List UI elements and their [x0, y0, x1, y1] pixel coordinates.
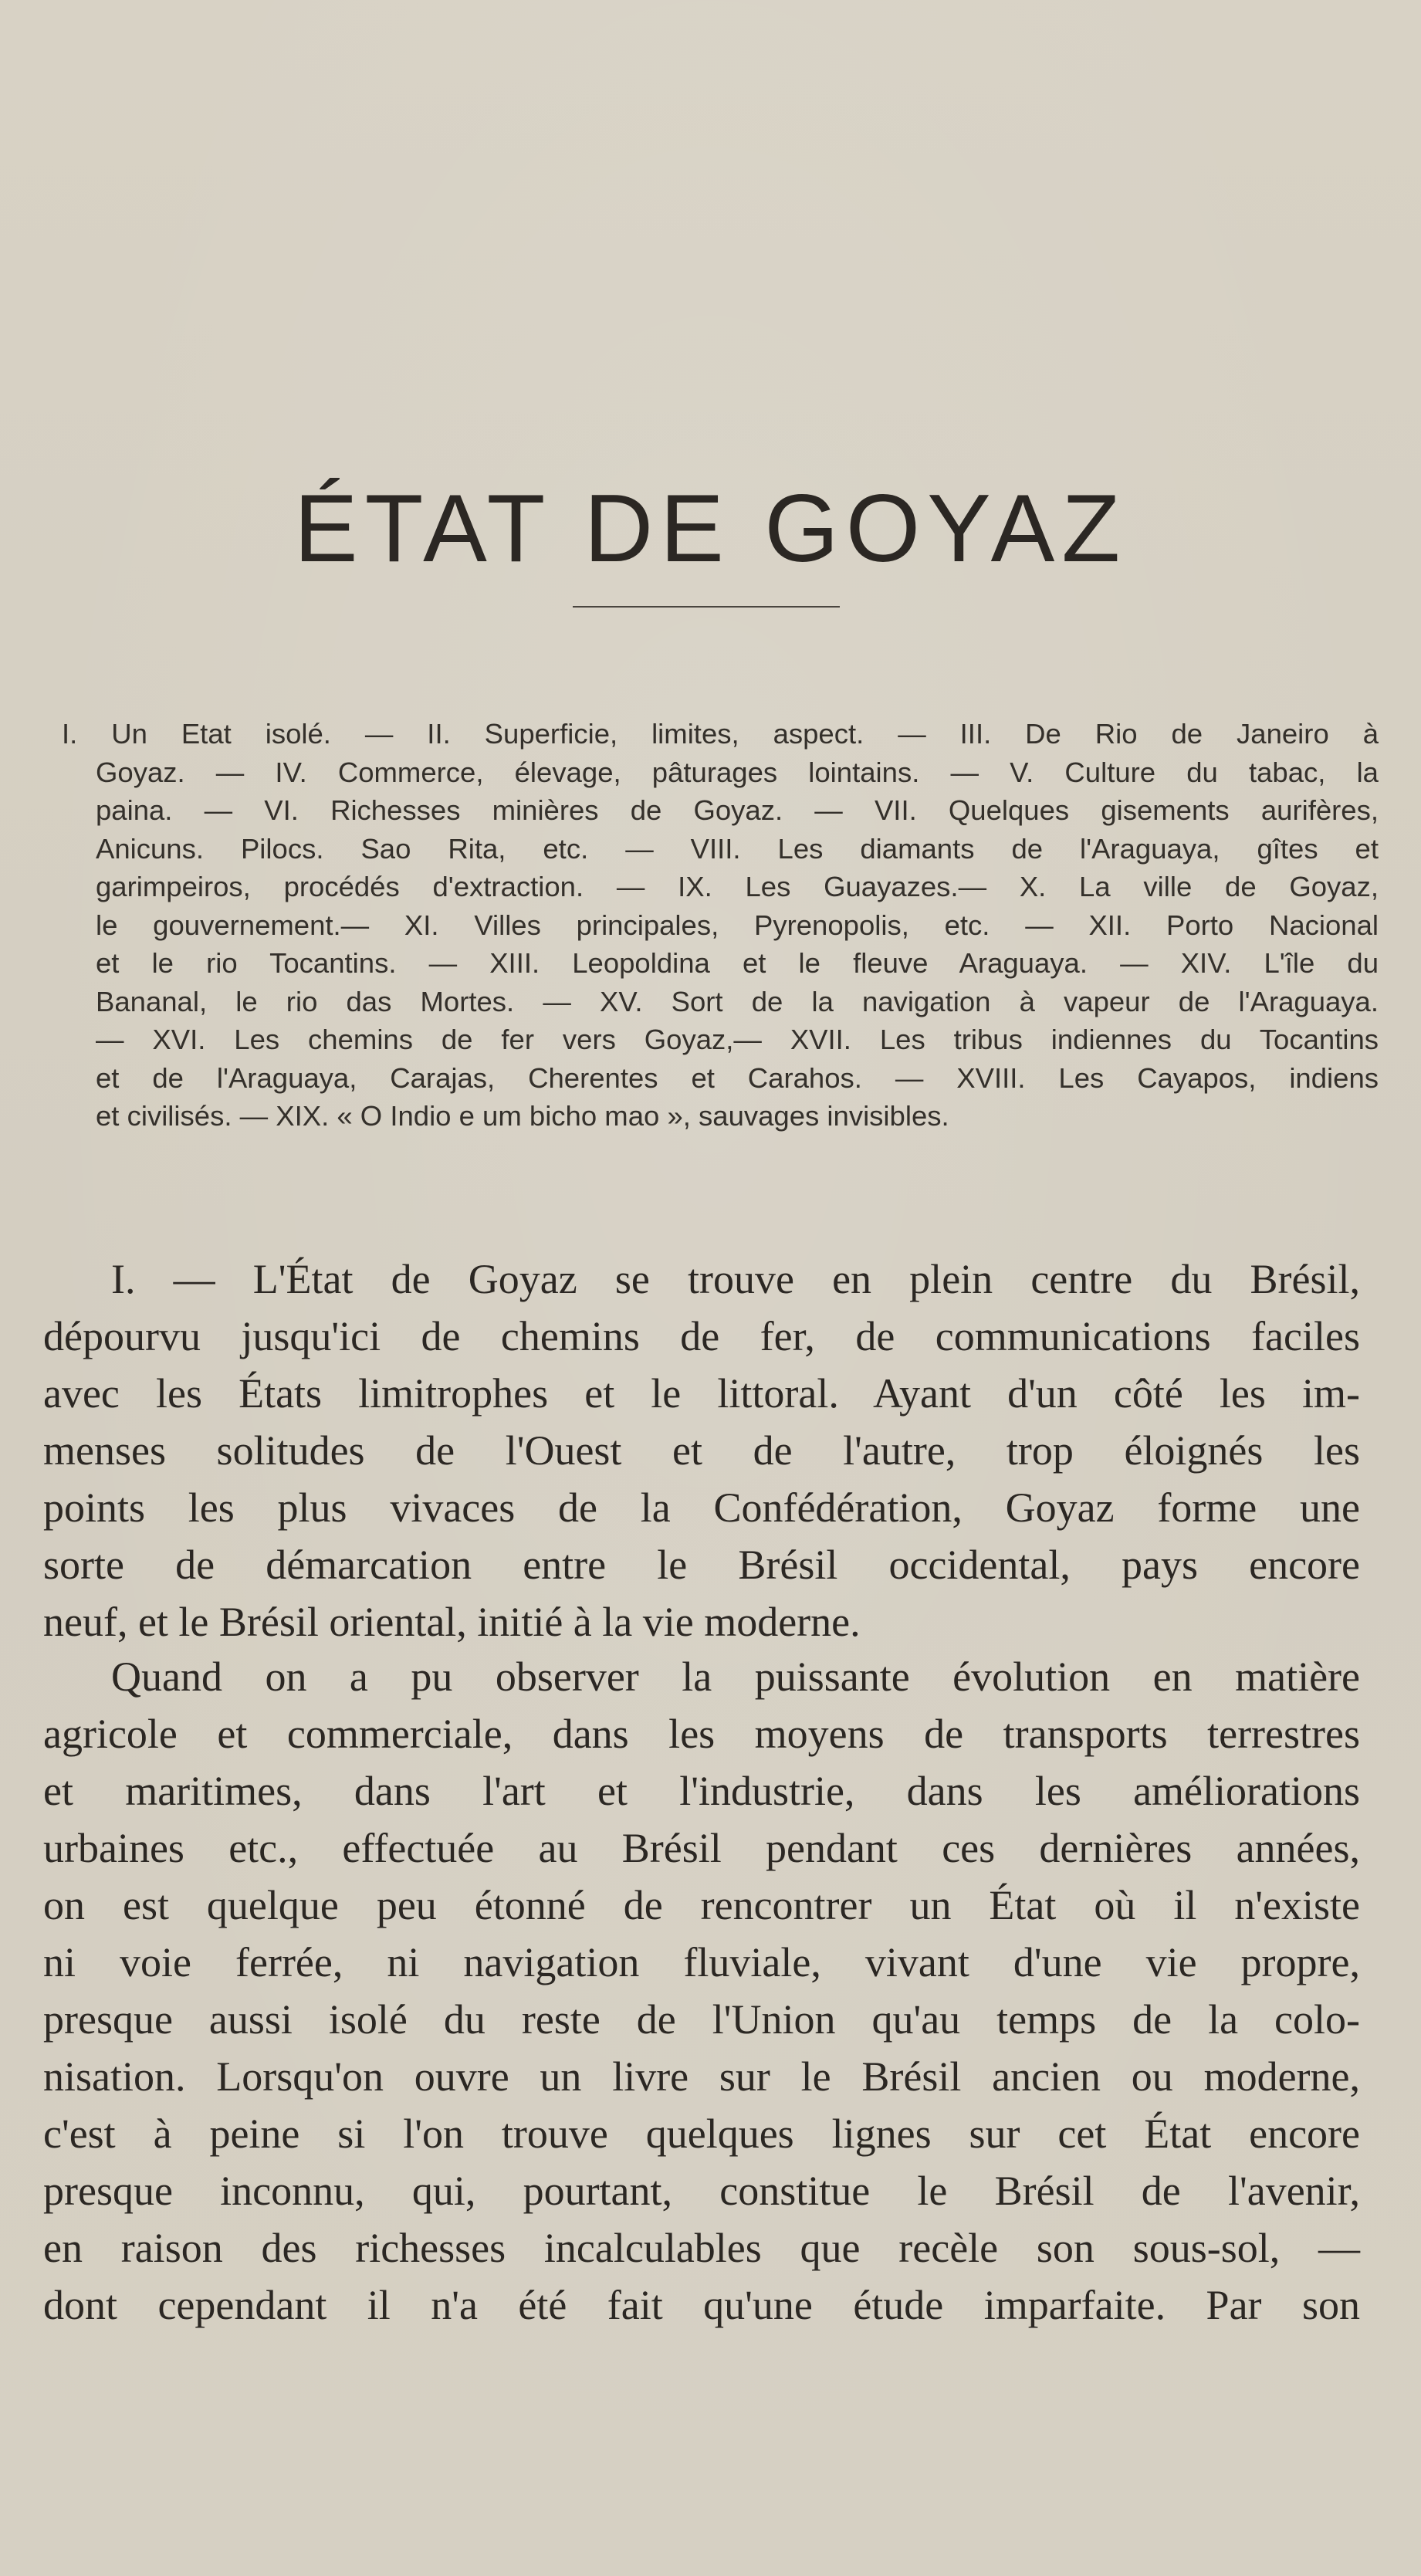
summary-line: et le rio Tocantins. — XIII. Leopoldina et le fleuve Araguaya. — XIV. L'île du [96, 947, 1379, 979]
summary-line: le gouvernement.— XI. Villes principales, Pyrenopolis, etc. — XII. Porto Nacional [96, 909, 1379, 941]
paragraph-line: presque aussi isolé du reste de l'Union qu'au temps de la colo- [43, 1996, 1360, 2043]
paragraph-line: presque inconnu, qui, pourtant, constitue le Brésil de l'avenir, [43, 2168, 1360, 2214]
summary-line: et de l'Araguaya, Carajas, Cherentes et Carahos. — XVIII. Les Cayapos, indiens [96, 1061, 1379, 1094]
paragraph-line: points les plus vivaces de la Confédération, Goyaz forme une [43, 1484, 1360, 1531]
paragraph-line: nisation. Lorsqu'on ouvre un livre sur le Brésil ancien ou moderne, [43, 2053, 1360, 2100]
summary-line: garimpeiros, procédés d'extraction. — IX. Les Guayazes.— X. La ville de Goyaz, [96, 871, 1379, 902]
paragraph-line: dépourvu jusqu'ici de chemins de fer, de communications faciles [43, 1313, 1360, 1359]
chapter-summary [62, 715, 1379, 1136]
title-rule [573, 606, 840, 608]
paragraph-line: ni voie ferrée, ni navigation fluviale, vivant d'une vie propre, [43, 1939, 1360, 1985]
paragraph-line: on est quelque peu étonné de rencontrer un État où il n'existe [43, 1882, 1360, 1928]
summary-line: I. Un Etat isolé. — II. Superficie, limites, aspect. — III. De Rio de Janeiro à [62, 718, 1379, 750]
paragraph-line: dont cependant il n'a été fait qu'une étude imparfaite. Par son [43, 2282, 1360, 2328]
summary-line: Anicuns. Pilocs. Sao Rita, etc. — VIII. Les diamants de l'Araguaya, gîtes et [96, 832, 1379, 865]
paragraph-line: en raison des richesses incalculables que recèle son sous-sol, — [43, 2225, 1360, 2271]
paragraph-line: menses solitudes de l'Ouest et de l'autre, trop éloignés les [43, 1427, 1360, 1474]
paragraph-line: neuf, et le Brésil oriental, initié à la vie moderne. [43, 1599, 861, 1645]
paragraph-line: et maritimes, dans l'art et l'industrie, dans les améliorations [43, 1768, 1360, 1814]
paragraph-line: c'est à peine si l'on trouve quelques lignes sur cet État encore [43, 2111, 1360, 2157]
paragraph-2 [43, 1648, 1360, 2334]
paragraph-line: urbaines etc., effectuée au Brésil pendant ces dernières années, [43, 1825, 1360, 1871]
paragraph-line: avec les États limitrophes et le littoral. Ayant d'un côté les im- [43, 1370, 1360, 1417]
chapter-title: ÉTAT DE GOYAZ [293, 476, 1128, 583]
summary-line: Goyaz. — IV. Commerce, élevage, pâturages lointains. — V. Culture du tabac, la [96, 756, 1379, 788]
paragraph-line: agricole et commerciale, dans les moyens de transports terrestres [43, 1711, 1360, 1757]
summary-line: paina. — VI. Richesses minières de Goyaz. — VII. Quelques gisements aurifères, [96, 794, 1379, 826]
paragraph-line: Quand on a pu observer la puissante évolution en matière [111, 1654, 1360, 1700]
summary-line: — XVI. Les chemins de fer vers Goyaz,— XVII. Les tribus indiennes du Tocantins [96, 1024, 1379, 1055]
summary-line: et civilisés. — XIX. « O Indio e um bicho mao », sauvages invisibles. [96, 1100, 949, 1132]
paragraph-line: I. — L'État de Goyaz se trouve en plein centre du Brésil, [111, 1256, 1360, 1302]
paragraph-line: sorte de démarcation entre le Brésil occidental, pays encore [43, 1542, 1360, 1588]
summary-line: Bananal, le rio das Mortes. — XV. Sort de la navigation à vapeur de l'Araguaya. [96, 985, 1379, 1017]
paragraph-1 [43, 1251, 1360, 1650]
